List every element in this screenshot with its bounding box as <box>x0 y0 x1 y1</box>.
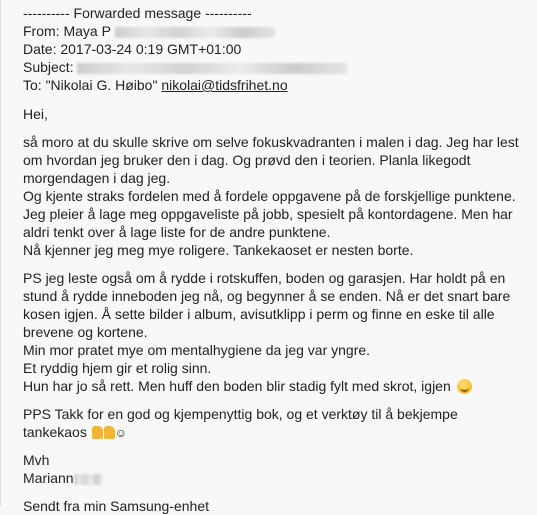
paragraph-2 <box>23 269 531 395</box>
from-line <box>23 22 531 40</box>
paragraph-1 <box>23 133 531 259</box>
paragraph-3 <box>23 405 531 441</box>
forwarded-separator: ---------- Forwarded message ---------- <box>23 5 252 21</box>
paragraph-line: stund å rydde inneboden jeg nå, og begynner å se enden. Nå er det snart bare <box>23 288 511 304</box>
paragraph-line: kosen igjen. Å sette bilder i album, avisutklipp i perm og finne en eske til alle <box>23 306 495 322</box>
greeting: Hei, <box>23 106 48 122</box>
to-name: "Nikolai G. Høibo" <box>45 77 162 93</box>
paragraph-line: om hvordan jeg bruker den i dag. Og prøvd den i teorien. Planla likegodt <box>23 152 471 168</box>
paragraph-line-with-emoji <box>23 377 531 395</box>
closing: Mvh <box>23 452 50 468</box>
paragraph-line: aldri tenkt over å lage liste for de andre punktene. <box>23 224 331 240</box>
paragraph-line: PS jeg leste også om å rydde i rotskuffen, boden og garasjen. Har holdt på en <box>23 270 506 286</box>
thumbs-up-icon <box>104 426 115 439</box>
to-line <box>23 76 531 94</box>
thumbs-up-icon <box>92 426 103 439</box>
smiling-face-icon: ☺ <box>114 426 127 440</box>
subject-label: Subject: <box>23 59 78 75</box>
paragraph-line: Min mor pratet mye om mentalhygiene da jeg var yngre. <box>23 342 371 358</box>
to-email-link[interactable]: nikolai@tidsfrihet.no <box>161 77 288 93</box>
signature-name: Mariann <box>23 470 74 486</box>
paragraph-line: så moro at du skulle skrive om selve fokuskvadranten i malen i dag. Jeg har lest <box>23 134 519 150</box>
paragraph-line: tankekaos <box>23 424 87 440</box>
subject-line <box>23 58 531 76</box>
to-label: To: <box>23 77 46 93</box>
paragraph-line: Jeg pleier å lage meg oppgaveliste på jobb, spesielt på kontordagene. Men har <box>23 206 513 222</box>
sent-from: Sendt fra min Samsung-enhet <box>23 498 209 514</box>
email-content <box>23 4 531 515</box>
paragraph-line: Et ryddig hjem gir et rolig sinn. <box>23 360 212 376</box>
paragraph-line: brevene og kortene. <box>23 324 148 340</box>
grinning-face-icon <box>457 379 472 394</box>
from-label: From: <box>23 23 64 39</box>
paragraph-line-with-emoji <box>23 423 531 441</box>
redacted-subject <box>77 63 347 74</box>
date-line: Date: 2017-03-24 0:19 GMT+01:00 <box>23 41 242 57</box>
paragraph-line: Og kjente straks fordelen med å fordele oppgavene på de forskjellige punktene. <box>23 188 516 204</box>
paragraph-line: morgendagen i dag jeg. <box>23 170 171 186</box>
from-name: Maya P <box>63 23 111 39</box>
paragraph-line: Nå kjenner jeg meg mye roligere. Tankekaoset er nesten borte. <box>23 242 414 258</box>
redacted-surname <box>74 474 102 485</box>
paragraph-line: Hun har jo så rett. Men huff den boden blir stadig fylt med skrot, igjen <box>23 378 451 394</box>
redacted-from-email <box>115 27 275 38</box>
signature <box>23 469 531 487</box>
paragraph-line: PPS Takk for en god og kjempenyttig bok, og et verktøy til å bekjempe <box>23 406 458 422</box>
